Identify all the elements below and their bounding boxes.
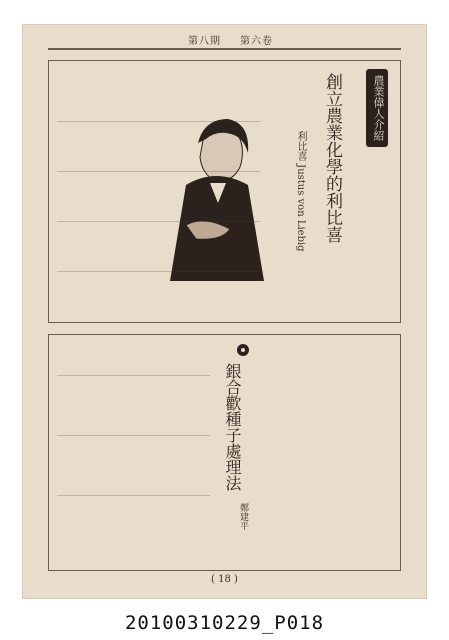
flower-icon bbox=[236, 343, 250, 357]
seed-article-title: 銀合歡種子處理法 bbox=[223, 363, 242, 491]
page-number: ( 18 ) bbox=[211, 574, 238, 585]
issue-label: 第八期 bbox=[188, 36, 221, 47]
seed-treatment-article bbox=[48, 334, 401, 571]
liebig-article bbox=[48, 60, 401, 323]
liebig-portrait bbox=[152, 105, 282, 281]
section-badge: 農業偉人介紹 bbox=[366, 69, 388, 147]
seed-article-author: 鄭建平 bbox=[238, 503, 248, 530]
document-page bbox=[22, 24, 427, 599]
header-rule bbox=[48, 48, 401, 50]
article-title: 創立農業化學的利比喜 bbox=[322, 73, 342, 243]
archive-id: 20100310229_P018 bbox=[124, 612, 325, 634]
volume-label: 第六卷 bbox=[240, 36, 273, 47]
portrait-caption: 利比喜 Justus von Liebig bbox=[295, 131, 306, 252]
